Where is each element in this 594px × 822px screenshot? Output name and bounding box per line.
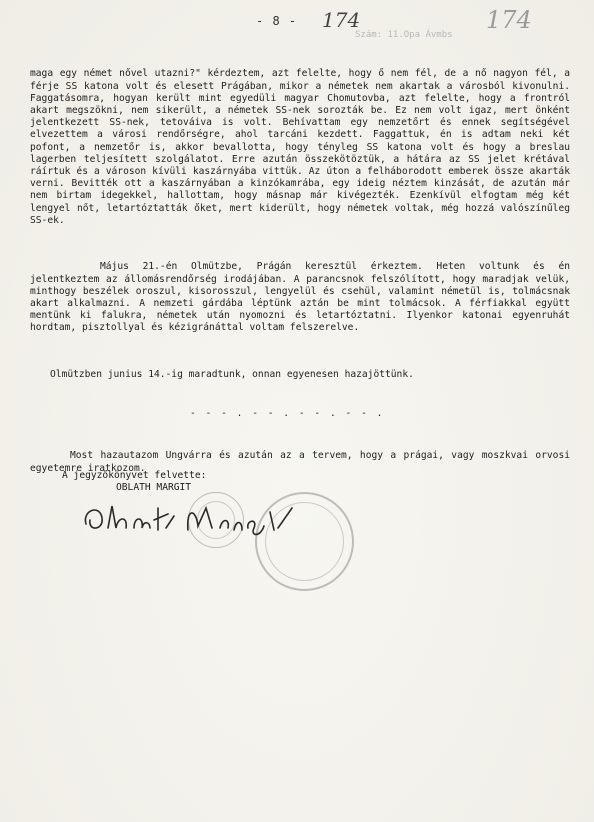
recorder-label: A jegyzőkönyvet felvette: <box>62 470 207 481</box>
faded-header-text: Szám: 11.Opa Ávmbs <box>355 30 453 40</box>
separator-line: - - - . - - . - - . - - . <box>190 407 385 419</box>
paragraph-3: Olmützben junius 14.-ig maradtunk, onnan egyenesen hazajöttünk. <box>50 369 414 381</box>
paragraph-2: Május 21.-én Olmützbe, Prágán keresztül érkeztem. Heten voltunk és én jelentkeztem az állomásrendőrség irodájában. A parancsnok felszólított, hogy maradjak velük, minthogy beszélek oroszul, kisorosszul, lengyelül és csehül, valamint németül is, tolmácsnak akart alkalmazni. A nemzeti gárdába léptünk aztán be mint tolmácsok. A férfiakkal együtt mentünk ki falukra, németek után nyomozni és letartóztatni. Ilyenkor katonai egyenruhát hordtam, pisztollyal és kézigránáttal voltam felszerelve. <box>30 261 576 334</box>
paragraph-1: maga egy német nővel utazni?" kérdeztem, azt felelte, hogy ő nem fél, de a nő nagyon fél, a férje SS katona volt és elesett Prágában, mikor a németek nem akartak a városból kivonulni. Faggatásomra, hogyan került mint egyedüli magyar Chomutovba, azt felelte, hogy a frontról akart megszökni, nem sikerült, a németek SS-nek sorozták be. Ez nem volt igaz, mert önként jelentkezett SS-nek, tetováiva is volt. Behívattam egy nemzetőrt és ennek segítségével elvezettem a városi rendőrségre, ahol tarcáni kezdett. Faggattuk, én is adtam neki két pofont, a nemzetőr is, akkor bevallotta, hogy tényleg SS katona volt és hogy a breslau lagerben teljesített szolgálatot. Erre azután összekötöztük, a hátára az SS jelet krétával ráírtuk és a városon kívüli kaszárnyába vittük. Az úton a felháborodott emberek össze akarták verni. Bevitték ott a kaszárnyában a kinzókamrába, egy ideig néztem kinzását, de azután már nem birtam idegekkel, hallottam, hogy másnap már kivégezték. Ezenkívül elfogtam még két lengyel nőt, letartóztatták őket, mert kiderült, hogy németek voltak, még hozzá valószínűleg SS-ek. <box>30 68 576 226</box>
closing-block <box>62 470 542 494</box>
handwritten-number-left: 174 <box>322 8 361 32</box>
handwritten-number-right: 174 <box>486 6 532 34</box>
document-body <box>30 44 576 509</box>
page-number: - 8 - <box>256 14 298 28</box>
handwritten-signature <box>78 498 298 538</box>
paragraph-4: Most hazautazom Ungvárra és azután az a tervem, hogy a prágai, vagy moszkvai orvosi egyetemre iratkozom. <box>30 450 576 474</box>
recorder-name: OBLATH MARGIT <box>116 482 192 494</box>
